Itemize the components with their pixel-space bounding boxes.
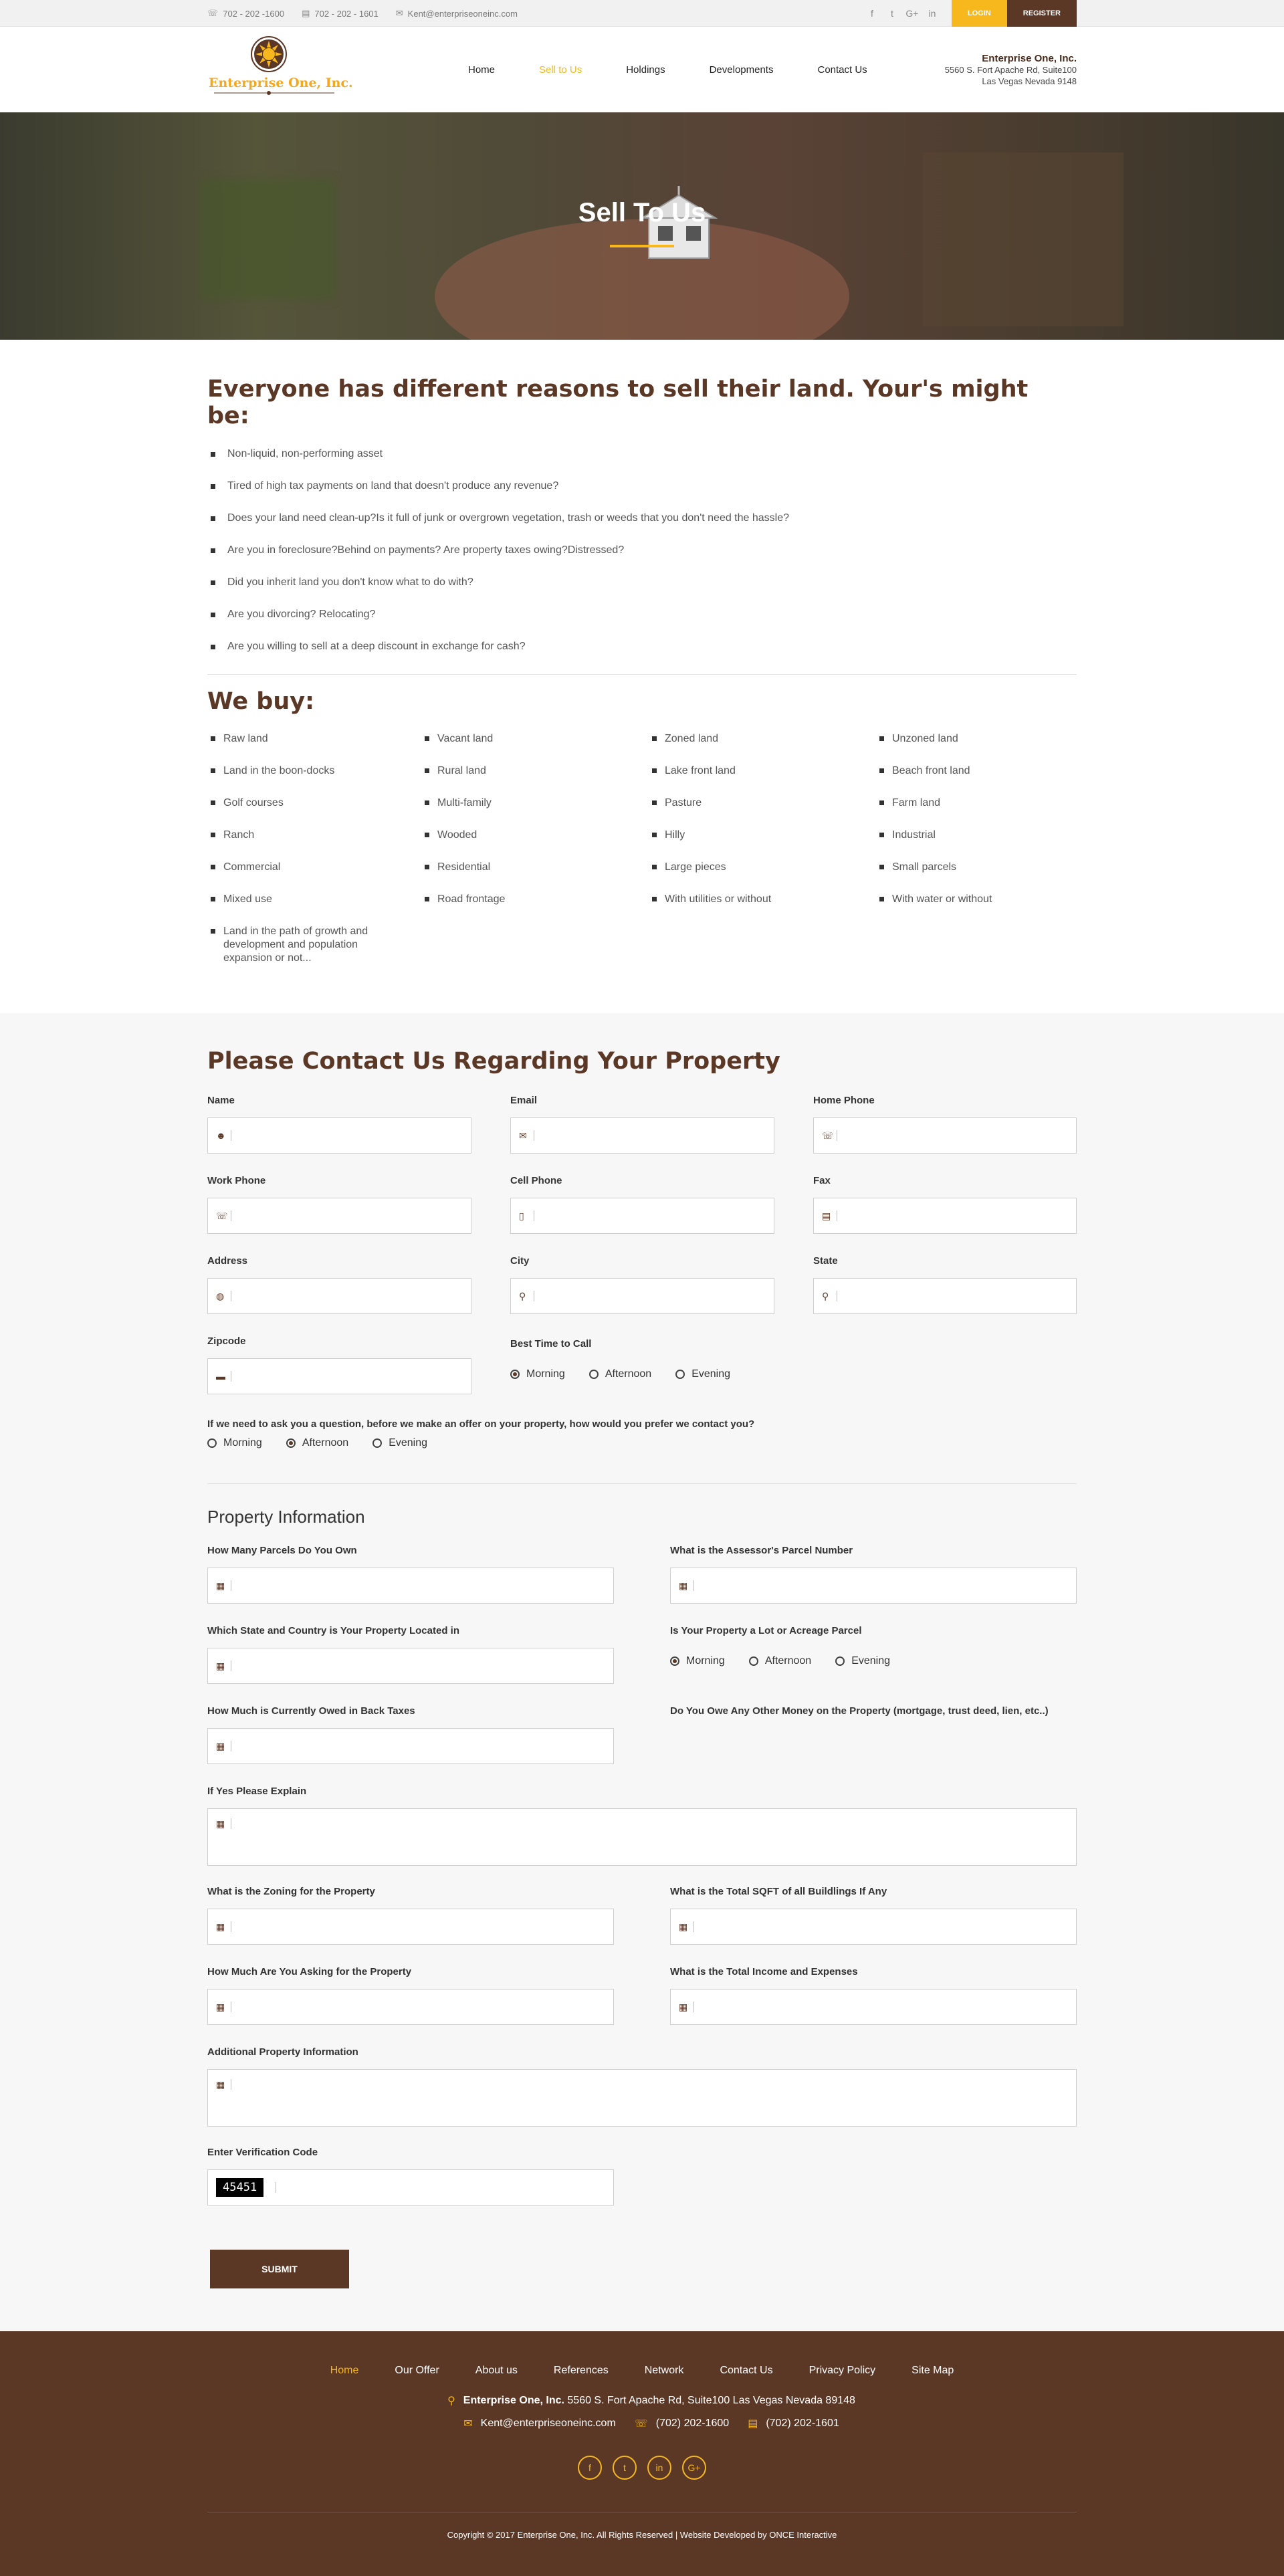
best-time-evening[interactable]: Evening xyxy=(675,1368,730,1380)
location-label: Which State and Country is Your Property Located in xyxy=(207,1625,459,1636)
list-item: Land in the boon-docks xyxy=(207,764,421,796)
assessor-label: What is the Assessor's Parcel Number xyxy=(670,1545,853,1556)
nav-holdings[interactable]: Holdings xyxy=(626,64,665,76)
home-phone-label: Home Phone xyxy=(813,1095,875,1106)
zipcode-label: Zipcode xyxy=(207,1335,246,1347)
sun-logo-icon xyxy=(207,33,348,106)
lot-evening[interactable]: Evening xyxy=(835,1655,890,1667)
city-field[interactable] xyxy=(510,1278,774,1314)
best-time-label: Best Time to Call xyxy=(510,1338,592,1350)
list-item: Hilly xyxy=(649,829,876,861)
footer-social xyxy=(0,2456,1284,2480)
footer-nav-our-offer[interactable]: Our Offer xyxy=(395,2365,439,2376)
logo[interactable]: Enterprise One, Inc. xyxy=(207,33,348,106)
list-item: Are you willing to sell at a deep discount in exchange for cash? xyxy=(207,641,1077,673)
footer-nav-contact[interactable]: Contact Us xyxy=(720,2365,773,2376)
property-info-title: Property Information xyxy=(207,1507,365,1527)
other-money-label: Do You Owe Any Other Money on the Property (mortgage, trust deed, lien, etc..) xyxy=(670,1705,1049,1717)
page-title: Sell To Us xyxy=(578,198,706,227)
google-plus-icon[interactable]: G+ xyxy=(682,2456,706,2480)
list-item: With utilities or without xyxy=(649,893,876,925)
list-item: Residential xyxy=(421,861,649,893)
globe-icon: ◍ xyxy=(216,1290,225,1301)
reasons-section xyxy=(207,340,1077,675)
document-icon: ▦ xyxy=(216,2001,225,2012)
document-icon: ▦ xyxy=(679,1580,688,1591)
phone-icon: ☏ xyxy=(207,8,219,18)
list-item: Zoned land xyxy=(649,732,876,764)
footer xyxy=(0,2331,1284,2576)
envelope-icon: ✉ xyxy=(395,8,403,18)
work-phone-field[interactable] xyxy=(207,1198,471,1234)
mobile-icon: ▯ xyxy=(519,1210,524,1221)
user-icon: ☻ xyxy=(216,1130,226,1141)
address-label: Address xyxy=(207,1255,248,1267)
state-label: State xyxy=(813,1255,838,1267)
nav-home[interactable]: Home xyxy=(468,64,496,76)
list-item: Lake front land xyxy=(649,764,876,796)
reasons-list xyxy=(207,448,1077,673)
list-item: Beach front land xyxy=(876,764,1077,796)
lot-radio-group xyxy=(670,1648,1077,1675)
list-item: Raw land xyxy=(207,732,421,764)
email-field[interactable] xyxy=(510,1117,774,1154)
parcels-field[interactable] xyxy=(207,1568,614,1604)
phone-2: ▤ 702 - 202 - 1601 xyxy=(302,8,379,19)
list-item: Golf courses xyxy=(207,796,421,829)
additional-label: Additional Property Information xyxy=(207,2046,358,2058)
additional-textarea[interactable] xyxy=(207,2069,1077,2127)
address-field[interactable] xyxy=(207,1278,471,1314)
taxes-field[interactable] xyxy=(207,1728,614,1764)
work-phone-label: Work Phone xyxy=(207,1175,266,1186)
asking-label: How Much Are You Asking for the Property xyxy=(207,1966,412,1977)
footer-address: ⚲ Enterprise One, Inc. 5560 S. Fort Apache Rd, Suite100 Las Vegas Nevada 89148 xyxy=(447,2395,855,2407)
income-label: What is the Total Income and Expenses xyxy=(670,1966,858,1977)
lot-morning[interactable]: Morning xyxy=(670,1655,725,1667)
copyright: Copyright © 2017 Enterprise One, Inc. All Rights Reserved | Website Developed by ONCE Interactive xyxy=(447,2530,837,2540)
footer-nav-privacy[interactable]: Privacy Policy xyxy=(809,2365,876,2376)
document-icon: ▦ xyxy=(216,1921,225,1932)
map-marker-icon: ⚲ xyxy=(447,2395,455,2407)
footer-nav-home[interactable]: Home xyxy=(330,2365,359,2376)
list-item: Commercial xyxy=(207,861,421,893)
footer-nav xyxy=(0,2365,1284,2377)
document-icon: ▦ xyxy=(216,1740,225,1751)
list-item: Farm land xyxy=(876,796,1077,829)
sqft-label: What is the Total SQFT of all Buildlings If Any xyxy=(670,1886,887,1897)
footer-nav-network[interactable]: Network xyxy=(644,2365,684,2376)
phone-icon: ☏ xyxy=(822,1130,834,1141)
main-nav xyxy=(468,64,912,76)
list-item: Does your land need clean-up?Is it full of junk or overgrown vegetation, trash or weeds that you don't need the hassle? xyxy=(207,512,1077,544)
fax-icon: ▤ xyxy=(822,1210,831,1221)
explain-label: If Yes Please Explain xyxy=(207,1786,307,1797)
contact-preference-radio-group xyxy=(207,1430,1077,1457)
google-plus-icon[interactable]: G+ xyxy=(905,8,919,19)
fax-field[interactable] xyxy=(813,1198,1077,1234)
verification-label: Enter Verification Code xyxy=(207,2147,318,2158)
zipcode-field[interactable] xyxy=(207,1358,471,1394)
list-item: Unzoned land xyxy=(876,732,1077,764)
buy-column-1 xyxy=(207,732,421,973)
list-item: Small parcels xyxy=(876,861,1077,893)
map-marker-icon: ⚲ xyxy=(822,1290,829,1301)
nav-developments[interactable]: Developments xyxy=(709,64,774,76)
contact-pref-evening[interactable]: Evening xyxy=(372,1437,427,1449)
title-underline xyxy=(610,245,674,247)
zoning-label: What is the Zoning for the Property xyxy=(207,1886,375,1897)
list-item: Pasture xyxy=(649,796,876,829)
list-item: Land in the path of growth and development and population expansion or not... xyxy=(207,925,381,973)
name-field[interactable] xyxy=(207,1117,471,1154)
list-item: Are you in foreclosure?Behind on payments? Are property taxes owing?Distressed? xyxy=(207,544,1077,576)
header xyxy=(0,27,1284,112)
top-email[interactable]: ✉ Kent@enterpriseoneinc.com xyxy=(395,8,518,19)
list-item: Industrial xyxy=(876,829,1077,861)
footer-nav-sitemap[interactable]: Site Map xyxy=(912,2365,954,2376)
list-item: Ranch xyxy=(207,829,421,861)
twitter-icon[interactable]: t xyxy=(613,2456,637,2480)
sqft-field[interactable] xyxy=(670,1909,1077,1945)
contact-title: Please Contact Us Regarding Your Property xyxy=(207,1048,780,1075)
fax-icon: ▤ xyxy=(302,8,310,18)
document-icon: ▦ xyxy=(216,1660,225,1671)
nav-sell-to-us[interactable]: Sell to Us xyxy=(539,64,582,76)
best-time-radio-group xyxy=(510,1361,774,1388)
list-item: Wooded xyxy=(421,829,649,861)
explain-textarea[interactable] xyxy=(207,1808,1077,1866)
facebook-icon[interactable]: f xyxy=(578,2456,602,2480)
buy-column-2 xyxy=(421,732,649,973)
home-phone-field[interactable] xyxy=(813,1117,1077,1154)
state-field[interactable] xyxy=(813,1278,1077,1314)
phone-icon: ☏ xyxy=(216,1210,228,1221)
divider xyxy=(207,1483,1077,1484)
cell-phone-field[interactable] xyxy=(510,1198,774,1234)
document-icon: ▦ xyxy=(216,1818,225,1829)
location-field[interactable] xyxy=(207,1648,614,1684)
fax-icon: ▤ xyxy=(748,2418,758,2430)
city-label: City xyxy=(510,1255,530,1267)
card-icon: ▬ xyxy=(216,1371,225,1382)
phone-1: ☏ 702 - 202 -1600 xyxy=(207,8,285,19)
lot-label: Is Your Property a Lot or Acreage Parcel xyxy=(670,1625,862,1636)
list-item: Multi-family xyxy=(421,796,649,829)
hero-banner xyxy=(0,112,1284,340)
contact-form-section xyxy=(0,1013,1284,2331)
map-marker-icon: ⚲ xyxy=(519,1290,526,1301)
list-item: Did you inherit land you don't know what to do with? xyxy=(207,576,1077,609)
list-item: Are you divorcing? Relocating? xyxy=(207,609,1077,641)
footer-contacts: ✉ Kent@enterpriseoneinc.com ☏ (702) 202-1600 ▤ (702) 202-1601 xyxy=(463,2418,839,2430)
fax-label: Fax xyxy=(813,1175,831,1186)
contact-pref-afternoon[interactable]: Afternoon xyxy=(286,1437,348,1449)
document-icon: ▦ xyxy=(679,1921,688,1932)
list-item: With water or without xyxy=(876,893,1077,925)
we-buy-title: We buy: xyxy=(207,688,315,715)
contact-question: If we need to ask you a question, before we make an offer on your property, how would you prefer we contact you? xyxy=(207,1418,755,1430)
list-item: Road frontage xyxy=(421,893,649,925)
list-item: Rural land xyxy=(421,764,649,796)
captcha-image: 45451 xyxy=(216,2178,263,2197)
name-label: Name xyxy=(207,1095,235,1106)
phone-icon: ☏ xyxy=(634,2418,648,2430)
list-item: Vacant land xyxy=(421,732,649,764)
parcels-label: How Many Parcels Do You Own xyxy=(207,1545,357,1556)
document-icon: ▦ xyxy=(679,2001,688,2012)
income-field[interactable] xyxy=(670,1989,1077,2025)
list-item: Mixed use xyxy=(207,893,421,925)
submit-button[interactable]: SUBMIT xyxy=(210,2250,349,2288)
facebook-icon[interactable]: f xyxy=(870,8,873,19)
list-item: Large pieces xyxy=(649,861,876,893)
footer-nav-about[interactable]: About us xyxy=(475,2365,518,2376)
asking-field[interactable] xyxy=(207,1989,614,2025)
assessor-field[interactable] xyxy=(670,1568,1077,1604)
we-buy-section xyxy=(207,675,1077,1013)
lot-afternoon[interactable]: Afternoon xyxy=(749,1655,811,1667)
zoning-field[interactable] xyxy=(207,1909,614,1945)
contact-pref-morning[interactable]: Morning xyxy=(207,1437,262,1449)
header-address: Enterprise One, Inc. 5560 S. Fort Apache Rd, Suite100 Las Vegas Nevada 9148 xyxy=(944,52,1077,86)
list-item: Tired of high tax payments on land that doesn't produce any revenue? xyxy=(207,480,1077,512)
linkedin-icon[interactable]: in xyxy=(928,8,936,19)
footer-nav-references[interactable]: References xyxy=(553,2365,609,2376)
twitter-icon[interactable]: t xyxy=(890,8,893,19)
reasons-title: Everyone has different reasons to sell their land. Your's might be: xyxy=(207,376,1029,429)
document-icon: ▦ xyxy=(216,2079,225,2090)
top-bar xyxy=(0,0,1284,27)
register-button[interactable]: REGISTER xyxy=(1007,0,1077,27)
envelope-icon: ✉ xyxy=(519,1130,527,1141)
best-time-afternoon[interactable]: Afternoon xyxy=(589,1368,651,1380)
verification-field[interactable] xyxy=(207,2169,614,2206)
envelope-icon: ✉ xyxy=(463,2418,473,2430)
linkedin-icon[interactable]: in xyxy=(647,2456,671,2480)
email-label: Email xyxy=(510,1095,538,1106)
taxes-label: How Much is Currently Owed in Back Taxes xyxy=(207,1705,415,1717)
best-time-morning[interactable]: Morning xyxy=(510,1368,565,1380)
document-icon: ▦ xyxy=(216,1580,225,1591)
nav-contact-us[interactable]: Contact Us xyxy=(817,64,867,76)
list-item: Non-liquid, non-performing asset xyxy=(207,448,1077,480)
buy-column-4 xyxy=(876,732,1077,973)
buy-column-3 xyxy=(649,732,876,973)
login-button[interactable]: LOGIN xyxy=(952,0,1007,27)
cell-phone-label: Cell Phone xyxy=(510,1175,562,1186)
